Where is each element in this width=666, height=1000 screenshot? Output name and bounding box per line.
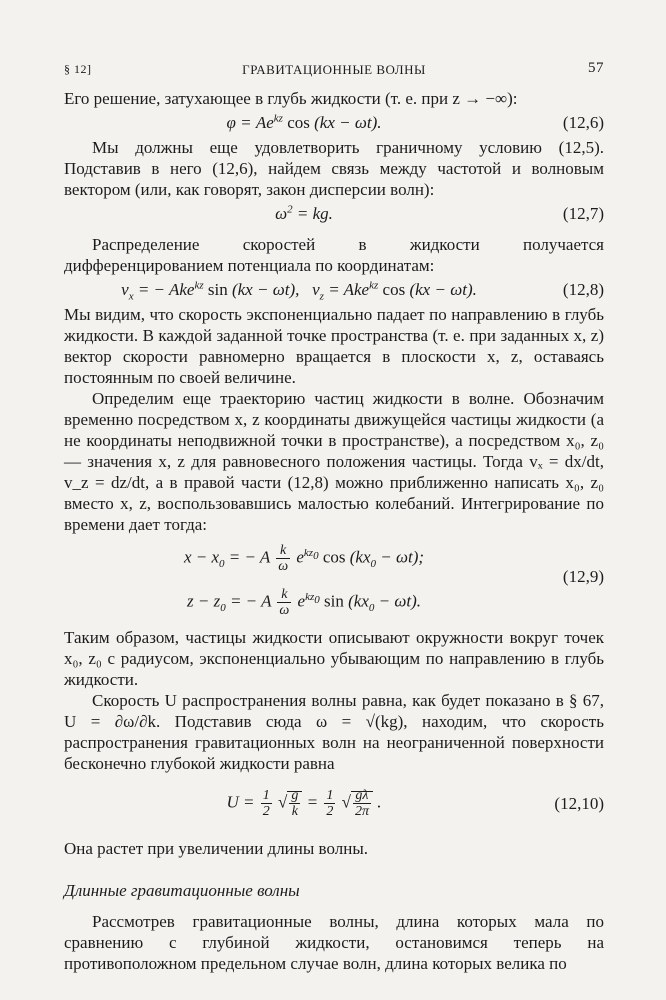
equation-number: (12,10) — [554, 794, 604, 813]
paragraph-5: Определим еще траекторию частиц жидкости в волне. Обозначим временно посредством x, z координаты движущейся частицы жидкости (а не координаты неподвижной точки в пространстве), а посредством x₀, z₀ — значения x, z для равновесного положения частицы. Тогда vₓ = dx/dt, v_z = dz/dt, а в правой части (12,8) можно приближенно написать x₀, z₀ вместо x, z, воспользовавшись малостью колебаний. Интегрирование по времени дает тогда: — [64, 389, 604, 534]
paragraph-2: Мы должны еще удовлетворить граничному условию (12,5). Подставив в него (12,6), найдем связь между частотой и волновым вектором (или, как говорят, закон дисперсии волн): — [64, 138, 604, 199]
paragraph-8: Она растет при увеличении длины волны. — [64, 839, 368, 858]
equation-12-8: $v_x$ = − Ake$^{kz}$ sin (kx − ωt), $v_z = Ake^{kz}$ cos (kx − ωt). (12,8) — [64, 276, 604, 304]
paragraph-3: Распределение скоростей в жидкости получается дифференцированием потенциала по координатам: — [64, 235, 604, 275]
equation-12-7: $\omega^2$ = kg. (12,7) — [64, 200, 604, 228]
subsection-title: Длинные гравитационные волны — [64, 881, 300, 900]
paragraph-7: Скорость U распространения волны равна, как будет показано в § 67, U = ∂ω/∂k. Подставив сюда ω = √(kg), находим, что скорость распространения гравитационных волн на неограниченной поверхности бесконечно глубокой жидкости равна — [64, 691, 604, 773]
equation-number: (12,8) — [562, 280, 604, 299]
paragraph-6: Таким образом, частицы жидкости описывают окружности вокруг точек x₀, z₀ с радиусом, экспоненциально убывающим по направлению в глубь жидкости. — [64, 628, 604, 689]
equation-12-9: $x - x_0$ = − A $\frac{k}{\omega}$ $e^{kz_0}$ $\cos (kx_0 - \omega t)$; (12,9) $z - z_0$ = − A $\frac{k}{\omega}$ $e^{kz_0}$ $\sin (kx_0 - \omega t)$. — [183, 543, 604, 618]
paragraph-9: Рассмотрев гравитационные волны, длина которых мала по сравнению с глубиной жидкости, остановимся теперь на противоположном предельном случае волн, длина которых велика по — [64, 912, 604, 973]
header-title: ГРАВИТАЦИОННЫЕ ВОЛНЫ — [242, 62, 426, 77]
paragraph-1: Его решение, затухающее в глубь жидкости (т. е. при z → −∞): — [64, 89, 518, 108]
equation-12-10: U = $\frac{1}{2}$ √ $\frac{g}{k}$ = $\frac{1}{2}$ √ $\frac{g\lambda}{2\pi}$ . (12,10) — [226, 788, 604, 819]
running-header — [64, 58, 604, 80]
equation-number: (12,6) — [562, 113, 604, 132]
equation-number: (12,9) — [562, 567, 604, 586]
equation-number: (12,7) — [562, 204, 604, 223]
paragraph-4: Мы видим, что скорость экспоненциально падает по направлению в глубь жидкости. В каждой заданной точке пространства (т. е. при заданных x, z) вектор скорости равномерно вращается в плоскости x, z, оставаясь постоянным по своей величине. — [64, 305, 604, 387]
book-page — [64, 58, 604, 974]
section-ref: § 12] — [64, 62, 92, 76]
equation-12-6: $\varphi = Ae^{kz}$ cos (kx − ωt). (12,6) — [64, 109, 604, 137]
page-number: 57 — [588, 60, 604, 76]
